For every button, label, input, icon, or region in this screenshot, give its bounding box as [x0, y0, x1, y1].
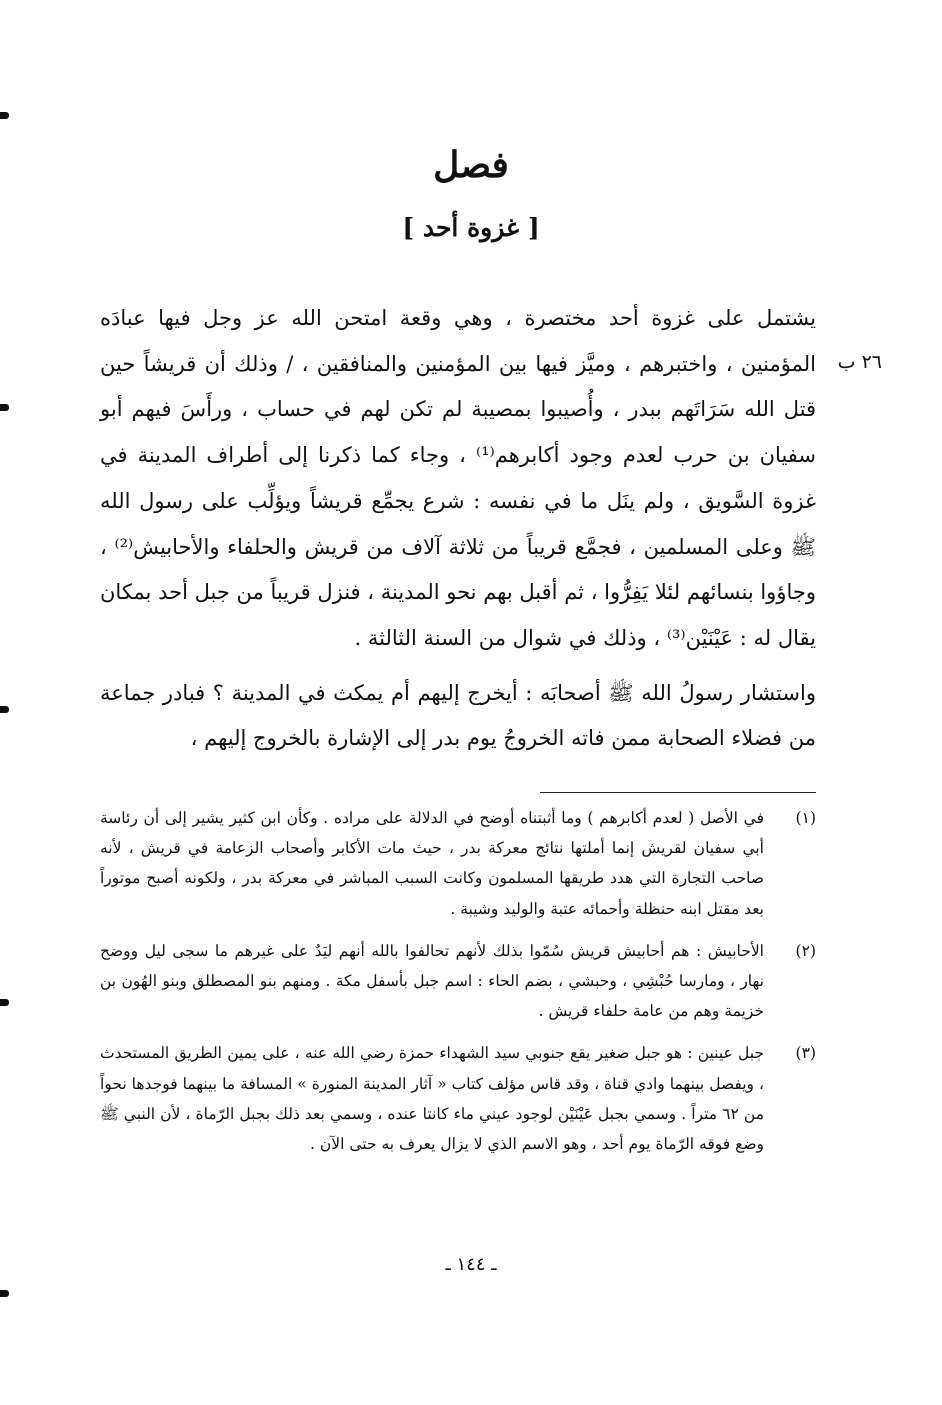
footnote [100, 803, 816, 924]
page-number: ـ ١٤٤ ـ [445, 1254, 497, 1275]
footnote [100, 1038, 816, 1159]
footnote [100, 936, 816, 1027]
paragraph: واستشار رسولُ الله ﷺ أصحابَه : أيخرج إليهم أم يمكث في المدينة ؟ فبادر جماعة من فضلاء الصحابة ممن فاته الخروجُ يوم بدر إلى الإشارة بالخروج إليهم ، [100, 680, 816, 751]
scan-edge-mark [0, 112, 9, 119]
footnote-number: (٣) [795, 1044, 816, 1063]
footnote-number: (١) [795, 809, 816, 827]
footnote-text: جبل عينين : هو جبل صغير يقع جنوبي سيد الشهداء حمزة رضي الله عنه ، على يمين الطريق المستحدث ، ويفصل بينهما وادي قناة ، وقد قاس مؤلف كتاب « آثار المدينة المنورة » المسافة ما بينهما فوجدها نحواً من ٦٢ متراً . وسمي بجبل عَيْنَيْن لوجود عيني ماء كانتا عنده ، وسمي بعد ذلك بجبل الرّماة ، لأن النبي ﷺ وضع فوقه الرّماة يوم أحد ، وهو الاسم الذي لا يزال يعرف به حتى الآن . [100, 1044, 765, 1154]
footnotes [100, 803, 816, 1171]
footnote-text: الأحابيش : هم أحابيش قريش سُمّوا بذلك لأنهم تحالفوا بالله أنهم ليَدٌ على غيرهم ما سجى ليل ووضح نهار ، ومارسا حُبْشِي ، وحبشي ، بضم الحاء : اسم جبل بأسفل مكة . ومنهم بنو المصطلق وبنو الهُون بن خزيمة وهم من عامة حلفاء قريش . [100, 941, 764, 1021]
manuscript-folio-note: ٢٦ ب [837, 351, 882, 373]
footnote-separator [540, 792, 816, 793]
scan-edge-mark [0, 706, 9, 713]
paragraph: يشتمل على غزوة أحد مختصرة ، وهي وقعة امتحن الله عز وجل فيها عبادَه المؤمنين ، واختبرهم ، وميَّز فيها بين المؤمنين والمنافقين ، / وذلك أن قريشاً حين قتل الله سَرَاتَهم ببدر ، وأُصيبوا بمصيبة لم تكن لهم في حساب ، ورأَسَ فيهم أبو سفيان بن حرب لعدم وجود أكابرهم⁽¹⁾ ، وجاء كما ذكرنا إلى أطراف المدينة في غزوة السَّويق ، ولم ينَل ما في نفسه : شرع يجمِّع قريشاً ويؤلِّب على رسول الله ﷺ وعلى المسلمين ، فجمَّع قريباً من ثلاثة آلاف من قريش والحلفاء والأحابيش⁽²⁾ ، وجاؤوا بنسائهم لئلا يَفِرُّوا ، ثم أقبل بهم نحو المدينة ، فنزل قريباً من جبل أحد بمكان يقال له : عَيْنَيْن⁽³⁾ ، وذلك في شوال من السنة الثالثة . [100, 306, 816, 650]
section-subtitle: [ غزوة أحد ] [402, 213, 540, 242]
scan-edge-mark [0, 999, 9, 1006]
footnote-text: في الأصل ( لعدم أكابرهم ) وما أثبتناه أوضح في الدلالة على مراده . وكأن ابن كثير يشير إلى أن رئاسة أبي سفيان لقريش إنما أملتها نتائج معركة بدر ، حيث مات الأكابر وأصحاب الزعامة في قريش ، لأنه صاحب التجارة التي هدد طريقها المسلمون وكانت السبب المباشر في معركة بدر ، ولكونه أصبح موتوراً بعد مقتل ابنه حنظلة وأحمائه عتبة والوليد وشيبة . [100, 809, 764, 918]
main-text [100, 296, 816, 762]
scan-edge-mark [0, 404, 9, 411]
scan-edge-mark [0, 1290, 9, 1297]
chapter-title: فصل [433, 144, 509, 186]
footnote-number: (٢) [795, 941, 816, 960]
